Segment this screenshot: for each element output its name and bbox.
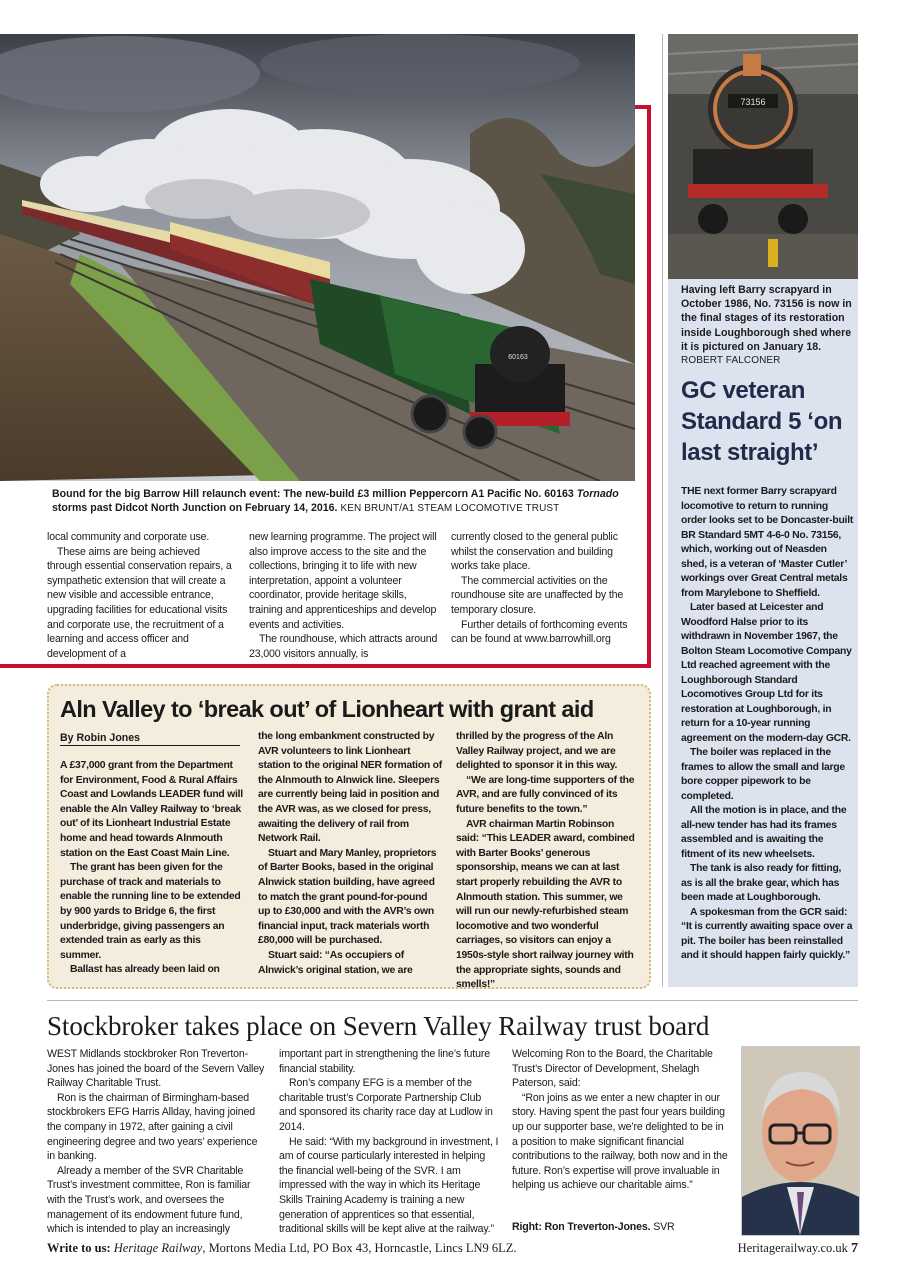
section-divider — [47, 1000, 858, 1001]
svr-col3 — [512, 1047, 730, 1193]
paragraph: THE next former Barry scrapyard locomotive to return to running order looks set to be Doncaster-built BR Standard 5MT 4-6-0 No. 73156, which, working out of Neasden shed, is a veteran of ‘Master Cutler’ workings over Great Central metals from Marylebone to Sheffield. — [681, 486, 854, 599]
paragraph: Ron is the chairman of Birmingham-based stockbrokers EFG Harris Allday, having joined the company in 1972, after gaining a civil engineering degree and two years’ experience in banking. — [47, 1091, 258, 1163]
sidebar-divider — [662, 34, 663, 987]
paragraph: Already a member of the SVR Charitable Trust’s investment committee, Ron is familiar with the Trust’s work, and oversees the management of its endowment future fund, which is intended to play an increasingly — [47, 1164, 251, 1236]
footer-site — [712, 1240, 858, 1257]
paragraph: important part in strengthening the line’s future financial stability. — [279, 1048, 490, 1075]
paragraph: A spokesman from the GCR said: “It is currently awaiting space over a pit. The boiler has been reinstalled and it should happen fairly quickly.” — [681, 906, 853, 961]
barrow-hill-col2 — [249, 530, 439, 661]
paragraph: new learning programme. The project will also improve access to the site and the collections, bringing it to life with new interpretation, appoint a volunteer coordinator, provide heritage skills, training and apprenticeships and develop events and activities. — [249, 531, 437, 631]
paragraph: The roundhouse, which attracts around 23,000 visitors annually, is — [249, 633, 438, 660]
page-number: 7 — [851, 1241, 858, 1256]
paragraph: The boiler was replaced in the frames to allow the small and large bore copper pipework to be completed. — [681, 747, 845, 802]
paragraph: The commercial activities on the roundhouse site are unaffected by the temporary closure. — [451, 574, 624, 616]
paragraph: All the motion is in place, and the all-new tender has had its frames assembled and is awaiting the fitment of its new wheelsets. — [681, 805, 847, 860]
paragraph: The tank is also ready for fitting, as is all the brake gear, which has been made at Loughborough. — [681, 863, 842, 903]
paragraph: WEST Midlands stockbroker Ron Treverton-Jones has joined the board of the Severn Valley Railway Charitable Trust. — [47, 1048, 265, 1090]
aln-col3 — [456, 730, 638, 993]
footer-contact — [47, 1240, 517, 1256]
paragraph: A £37,000 grant from the Department for Environment, Food & Rural Affairs Coast and Lowlands LEADER fund will enable the Aln Valley Railway to ‘break out’ of its Lionheart Industrial Estate home and head towards Alnmouth station on the East Coast Main Line. — [60, 760, 243, 859]
aln-valley-headline: Aln Valley to ‘break out’ of Lionheart with grant aid — [60, 696, 594, 722]
paragraph: the long embankment constructed by AVR volunteers to link Lionheart station to the original NER formation of the Alnmouth to Alnwick line. Sleepers are currently being laid in position and the AVR was, as we closed for press, awaiting the delivery of rail from Network Rail. — [258, 731, 442, 845]
hero-photo-credit: KEN BRUNT/A1 STEAM LOCOMOTIVE TRUST — [340, 503, 560, 514]
paragraph: Welcoming Ron to the Board, the Charitable Trust’s Director of Development, Shelagh Paterson, said: — [512, 1048, 713, 1090]
hero-caption-text-2: storms past Didcot North Junction on February 14, 2016. — [52, 502, 338, 514]
hero-caption-loco-name: Tornado — [576, 488, 619, 500]
red-frame-bottom — [0, 664, 651, 668]
paragraph: currently closed to the general public whilst the conservation and building works take place. — [451, 531, 618, 573]
svr-photo-credit: SVR — [653, 1221, 675, 1233]
footer-address: , Mortons Media Ltd, PO Box 43, Horncastle, Lincs LN9 6LZ. — [202, 1241, 517, 1255]
sidebar-caption-text: Having left Barry scrapyard in October 1986, No. 73156 is now in the final stages of its restoration inside Loughborough shed where it is pictured on January 18. — [681, 284, 852, 353]
svr-photo-caption — [512, 1220, 730, 1235]
paragraph: Later based at Leicester and Woodford Halse prior to its withdrawn in November 1967, the Bolton Steam Locomotive Company Ltd reached agreement with the Loughborough Standard Locomotives Group Ltd for its restoration at Loughborough, in return for a 10-year running agreement on the modern-day GCR. — [681, 602, 852, 744]
smokebox-number-plate: 73156 — [740, 97, 766, 107]
paragraph: Further details of forthcoming events can be found at www.barrowhill.org — [451, 618, 628, 646]
paragraph: These aims are being achieved through essential conservation repairs, a sympathetic extension that will create a new visible and accessible entrance, upgrading facilities for educational visits and corporate use, the recruitment of a learning and access officer and development of a — [47, 545, 232, 660]
footer-magazine-name: Heritage Railway — [113, 1241, 203, 1255]
paragraph: The grant has been given for the purchase of track and materials to enable the running line to be extended by 900 yards to Bridge 6, the first underbridge, giving passengers an extended train as early as this summer. — [60, 862, 241, 961]
portrait-illustration — [742, 1047, 859, 1235]
svr-photo-caption-text: Right: Ron Treverton-Jones. — [512, 1221, 651, 1233]
loco-number-plate: 60163 — [508, 354, 528, 361]
gc-veteran-body — [681, 485, 854, 964]
paragraph: Ballast has already been laid on — [70, 964, 220, 976]
paragraph: thrilled by the progress of the Aln Valley Railway project, and we are delighted to sponsor it in this way. — [456, 731, 618, 772]
red-frame-right — [647, 105, 651, 668]
svr-col1 — [47, 1047, 265, 1237]
footer-write-label: Write to us: — [47, 1241, 111, 1255]
aln-valley-byline: By Robin Jones — [60, 731, 240, 746]
svr-headline: Stockbroker takes place on Severn Valley Railway trust board — [47, 1011, 710, 1041]
paragraph: “Ron joins as we enter a new chapter in our story. Having spent the past four years building up our supporter base, we’re delighted to be in a position to make significant financial contributions to the railway, both now and in the future. Ron’s expertise will prove invaluable in helping us achieve our charitable aims.” — [512, 1091, 728, 1192]
aln-col2 — [258, 730, 442, 978]
paragraph: Stuart and Mary Manley, proprietors of Barter Books, based in the original Alnwick station building, have agreed to match the grant pound-for-pound up to £30,000 and with the AVR’s own financial input, track materials worth £80,000 will be purchased. — [258, 847, 437, 947]
barrow-hill-col1 — [47, 530, 237, 661]
barrow-hill-col3 — [451, 530, 637, 647]
hero-caption — [52, 487, 637, 516]
paragraph: local community and corporate use. — [47, 531, 210, 543]
gc-veteran-headline: GC veteran Standard 5 ‘on last straight’ — [681, 377, 843, 466]
sidebar-photo-caption — [681, 283, 855, 368]
paragraph: “We are long-time supporters of the AVR, and are fully convinced of its future benefits to the town.” — [456, 774, 635, 815]
svr-col2 — [279, 1047, 501, 1237]
footer-website[interactable]: Heritagerailway.co.uk — [737, 1241, 848, 1255]
tornado-train-illustration — [0, 34, 635, 481]
hero-caption-text: Bound for the big Barrow Hill relaunch event: The new-build £3 million Peppercorn A1 Pacific No. 60163 — [52, 488, 577, 500]
paragraph: Ron’s company EFG is a member of the charitable trust’s Corporate Partnership Club and sponsored its charity race day at Ludlow in 2014. — [279, 1077, 493, 1133]
sidebar-photo-credit: ROBERT FALCONER — [681, 355, 781, 367]
hero-photo-tornado — [0, 34, 635, 481]
ron-treverton-jones-portrait — [741, 1046, 860, 1236]
paragraph: Stuart said: “As occupiers of Alnwick’s original station, we are — [258, 949, 413, 976]
paragraph: He said: “With my background in investment, I am of course particularly interested in helping the financial well-being of the SVR. I am impressed with the way in which its Heritage Skills Training Academy is training a new generation of apprentices so that essential, traditional skills will be kept alive at the railway.” — [279, 1135, 499, 1236]
aln-col1 — [60, 759, 244, 978]
paragraph: AVR chairman Martin Robinson said: “This LEADER award, combined with Barter Books’ generous sponsorship, means we can at last start properly rebuilding the AVR to Alnmouth station. This summer, we will run our newly-refurbished steam locomotive and two wonderful carriages, so visitors can enjoy a 1950s-style short railway journey with the appropriate sights, sounds and smells!” — [456, 818, 635, 991]
sidebar-photo-73156 — [668, 34, 858, 279]
standard5-loco-illustration — [668, 34, 858, 279]
